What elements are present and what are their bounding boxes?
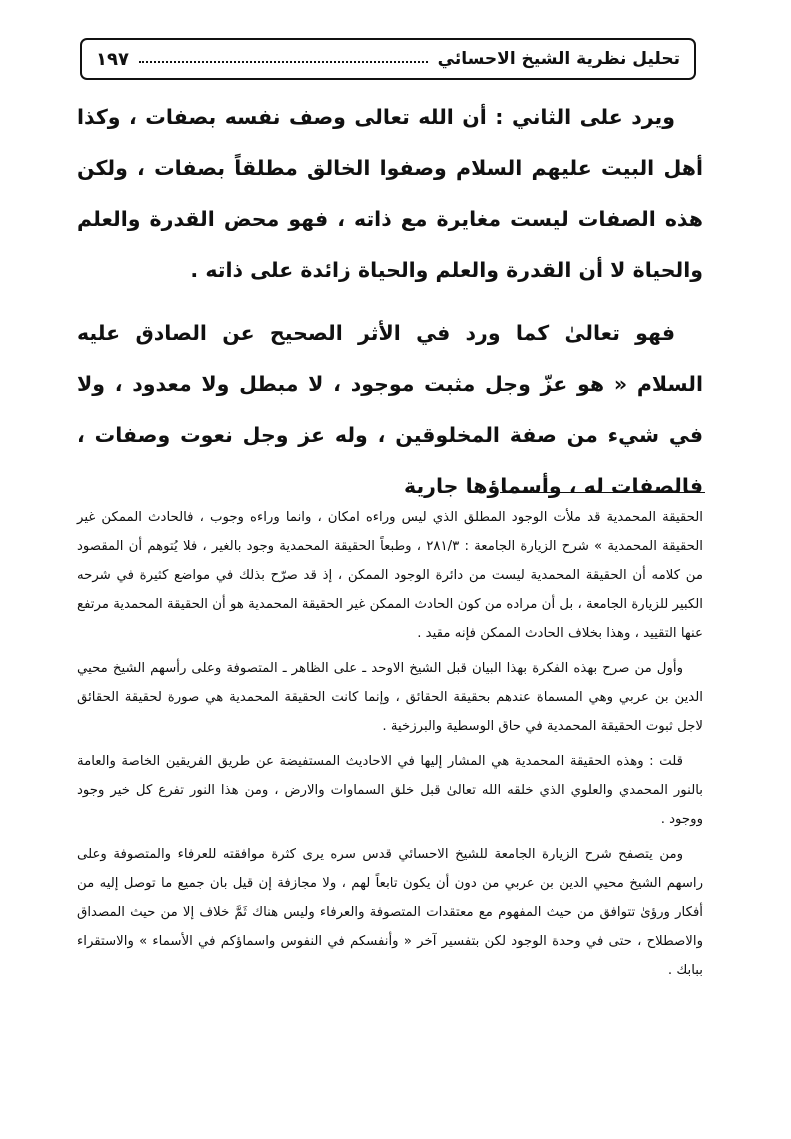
- running-title: تحليل نظرية الشيخ الاحسائي: [437, 49, 680, 69]
- page-header: [80, 38, 696, 80]
- paragraph-1-text: أن الله تعالى وصف نفسه بصفات ، وكذا أهل البيت عليهم السلام وصفوا الخالق مطلقاً بصفات ، ولكن هذه الصفات ليست مغايرة مع ذاته ، فهو محض القدرة والعلم والحياة لا أن القدرة والعلم والحياة زائدة على ذاته .: [77, 105, 703, 282]
- page-number: ١٩٧: [96, 48, 129, 70]
- paragraph-1: [77, 92, 703, 296]
- footnote-paragraph-2: وأول من صرح بهذه الفكرة بهذا البيان قبل الشيخ الاوحد ـ على الظاهر ـ المتصوفة وعلى رأسهم الشيخ محيي الدين بن عربي وهي المسماة عندهم بحقيقة الحقائق ، وإنما كانت الحقيقة المحمدية هي صورة لحقيقة الحقائق لاجل ثبوت الحقيقة المحمدية في حاق الوسطية والبرزخية .: [77, 661, 703, 734]
- footnote-paragraph-4: ومن يتصفح شرح الزيارة الجامعة للشيخ الاحسائي قدس سره يرى كثرة موافقته للعرفاء والمتصوفة وعلى راسهم الشيخ محيي الدين بن عربي من دون أن يكون تابعاً لهم ، ولا مجازفة إن قيل بان جميع ما توصل إليه من أفكار ورؤىٰ تتوافق من حيث المفهوم مع معتقدات المتصوفة والعرفاء وليس هناك ثَمَّ خلاف إلا من حيث المصداق والاصطلاح ، حتى في وحدة الوجود لكن بتفسير آخر « وأنفسكم في النفوس واسماؤكم في الأسماء » والاستقراء ببابك .: [77, 847, 703, 978]
- footnote-paragraph-3: قلت : وهذه الحقيقة المحمدية هي المشار إليها في الاحاديث المستفيضة عن طريق الفريقين الخاصة والعامة بالنور المحمدي والعلوي الذي خلقه الله تعالىٰ قبل خلق السماوات والارض ، ومن هذا النور تفرع كل خير وجود ووجود .: [77, 754, 703, 827]
- footnotes: [77, 503, 703, 985]
- main-text: [77, 92, 703, 512]
- leader-dots: [139, 61, 428, 63]
- footnote-paragraph-1: الحقيقة المحمدية قد ملأت الوجود المطلق الذي ليس وراءه امكان ، وانما وراءه وجوب ، فالحادث الممكن غير الحقيقة المحمدية » شرح الزيارة الجامعة : ٢٨١/٣ ، وطبعاً الحقيقة المحمدية وجود بالغير ، فلا يُتوهم أن المقصود من كلامه أن الحقيقة المحمدية ليست من دائرة الوجود الممكن ، إذ قد صرّح بذلك في مواضع كثيرة في شرحه الكبير للزيارة الجامعة ، بل أن مراده من كون الحادث الممكن غير الحقيقة المحمدية هو أن الحقيقة المحمدية مرتفع عنها التقييد ، وهذا بخلاف الحادث الممكن فإنه مقيد .: [77, 510, 704, 641]
- paragraph-1-lead: ويرد على الثاني :: [495, 105, 675, 129]
- paragraph-2: فهو تعالىٰ كما ورد في الأثر الصحيح عن الصادق عليه السلام « هو عزّ وجل مثبت موجود ، لا مبطل ولا معدود ، ولا في شيء من صفة المخلوقين ، وله عز وجل نعوت وصفات ، فالصفات له ، وأسماؤها جارية: [77, 321, 703, 498]
- footnote-separator: [500, 492, 705, 493]
